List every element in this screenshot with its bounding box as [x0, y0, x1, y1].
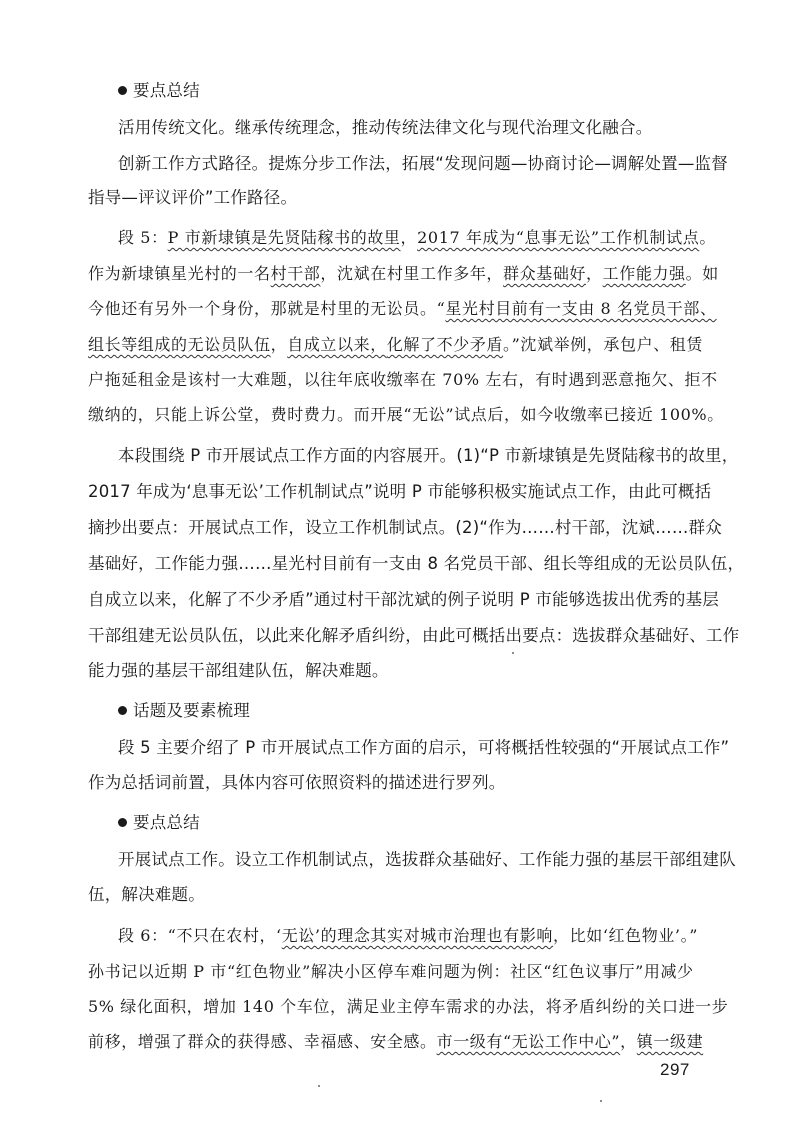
material-paragraph-5-line: 组长等组成的无讼员队伍，自成立以来，化解了不少矛盾。”沈斌举例，承包户、租赁 — [88, 335, 704, 354]
topic-line: 作为总括词前置，具体内容可依照资料的描述进行罗列。 — [88, 773, 506, 792]
material-paragraph-6-line: 5% 绿化面积，增加 140 个车位，满足业主停车需求的办法，将矛盾纠纷的关口进一步 — [88, 997, 729, 1016]
analysis-line: 本段围绕 P 市开展试点工作方面的内容展开。(1)“P 市新埭镇是先贤陆稼书的故里， — [118, 446, 739, 465]
analysis-line: 2017 年成为‘息事无讼’工作机制试点”说明 P 市能够积极实施试点工作，由此可概括 — [88, 482, 712, 501]
topic-line: 段 5 主要介绍了 P 市开展试点工作方面的启示，可将概括性较强的“开展试点工作” — [118, 738, 730, 757]
material-paragraph-5-line: 缴纳的，只能上诉公堂，费时费力。而开展“无讼”试点后，如今收缴率已接近 100%。 — [88, 405, 724, 424]
analysis-line: 摘抄出要点：开展试点工作，设立工作机制试点。(2)“作为……村干部，沈斌……群众 — [88, 518, 722, 537]
key-point-line: 活用传统文化。继承传统理念，推动传统法律文化与现代治理文化融合。 — [118, 118, 653, 137]
bullet-icon — [118, 818, 127, 827]
material-paragraph-5-line: 段 5：P 市新埭镇是先贤陆稼书的故里，2017 年成为“息事无讼”工作机制试点。 — [118, 228, 716, 247]
analysis-line: 基础好，工作能力强……星光村目前有一支由 8 名党员干部、组长等组成的无讼员队伍， — [88, 554, 745, 573]
scan-speck — [512, 652, 514, 654]
page-number: 297 — [660, 1060, 690, 1079]
analysis-line: 自成立以来，化解了不少矛盾”通过村干部沈斌的例子说明 P 市能够选拔出优秀的基层 — [88, 590, 719, 609]
key-point-line: 伍，解决难题。 — [88, 885, 205, 904]
scan-speck — [600, 1100, 602, 1102]
analysis-line: 干部组建无讼员队伍，以此来化解矛盾纠纷，由此可概括出要点：选拔群众基础好、工作 — [88, 626, 740, 645]
section-heading-key-points: 要点总结 — [118, 812, 200, 834]
material-paragraph-6-line: 段 6：“不只在农村，‘无讼’的理念其实对城市治理也有影响，比如‘红色物业’。” — [118, 926, 698, 945]
analysis-line: 能力强的基层干部组建队伍，解决难题。 — [88, 661, 389, 680]
key-point-line: 指导—评议评价”工作路径。 — [88, 188, 298, 207]
section-heading-key-points: 要点总结 — [118, 80, 200, 102]
bullet-icon — [118, 706, 127, 715]
material-paragraph-5-line: 今他还有另外一个身份，那就是村里的无讼员。“星光村目前有一支由 8 名党员干部、 — [88, 299, 717, 318]
scan-speck — [318, 1085, 320, 1087]
section-heading-topic: 话题及要素梳理 — [118, 700, 250, 722]
bullet-icon — [118, 86, 127, 95]
material-paragraph-5-line: 户拖延租金是该村一大难题，以往年底收缴率在 70% 左右，有时遇到恶意拖欠、拒不 — [88, 370, 718, 389]
key-point-line: 开展试点工作。设立工作机制试点，选拔群众基础好、工作能力强的基层干部组建队 — [118, 850, 736, 869]
material-paragraph-5-line: 作为新埭镇星光村的一名村干部，沈斌在村里工作多年，群众基础好，工作能力强。如 — [88, 264, 719, 283]
material-paragraph-6-line: 孙书记以近期 P 市“红色物业”解决小区停车难问题为例：社区“红色议事厅”用减少 — [88, 962, 694, 981]
key-point-line: 创新工作方式路径。提炼分步工作法，拓展“发现问题—协商讨论—调解处置—监督 — [118, 154, 728, 173]
material-paragraph-6-line: 前移，增强了群众的获得感、幸福感、安全感。市一级有“无讼工作中心”，镇一级建 — [88, 1032, 704, 1051]
